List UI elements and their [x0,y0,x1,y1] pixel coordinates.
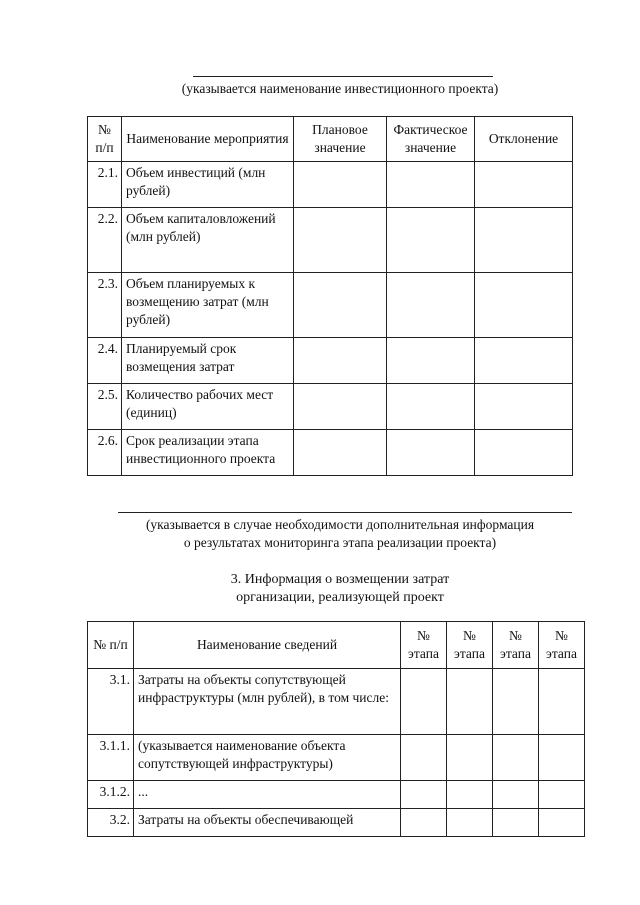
stage-cell [539,809,585,837]
col-header-info-name: Наименование сведений [134,622,401,669]
stage-cell [447,809,493,837]
row-name: Объем инвестиций (млн рублей) [122,162,294,208]
col-header-actual: Фактическое значение [387,117,475,162]
row-name: ... [134,781,401,809]
table-row [88,384,573,430]
col-header-num: № п/п [88,622,134,669]
row-name: Объем капиталовложений (млн рублей) [122,208,294,273]
row-number: 3.1.2. [88,781,134,809]
stage-cell [539,781,585,809]
col-header-stage: № этапа [401,622,447,669]
table-row [88,430,573,476]
table-row [88,338,573,384]
actual-cell [387,384,475,430]
row-name: Планируемый срок возмещения затрат [122,338,294,384]
deviation-cell [475,384,573,430]
project-name-line [193,76,493,77]
deviation-cell [475,430,573,476]
row-number: 2.2. [88,208,122,273]
table-row [88,781,585,809]
row-number: 2.6. [88,430,122,476]
table-row [88,669,585,735]
row-name: (указывается наименование объекта сопутствующей инфраструктуры) [134,735,401,781]
actual-cell [387,430,475,476]
stage-cell [447,669,493,735]
row-number: 2.1. [88,162,122,208]
stage-cell [539,669,585,735]
planned-cell [294,162,387,208]
actual-cell [387,208,475,273]
actual-cell [387,338,475,384]
table-row [88,162,573,208]
stage-cell [401,669,447,735]
row-number: 3.2. [88,809,134,837]
deviation-cell [475,162,573,208]
col-header-num: № п/п [88,117,122,162]
planned-cell [294,384,387,430]
col-header-stage: № этапа [447,622,493,669]
planned-cell [294,208,387,273]
row-name: Срок реализации этапа инвестиционного проекта [122,430,294,476]
stage-cell [493,669,539,735]
planned-cell [294,338,387,384]
deviation-cell [475,208,573,273]
actual-cell [387,273,475,338]
stage-cell [493,735,539,781]
stage-cell [401,809,447,837]
table-row [88,208,573,273]
planned-cell [294,273,387,338]
project-name-caption: (указывается наименование инвестиционного проекта) [181,81,499,96]
col-header-planned: Плановое значение [294,117,387,162]
monitoring-table [87,116,573,476]
col-header-deviation: Отклонение [475,117,573,162]
section-3-title [140,571,540,607]
deviation-cell [475,338,573,384]
col-header-activity: Наименование мероприятия [122,117,294,162]
row-number: 2.4. [88,338,122,384]
additional-info-caption [100,516,580,552]
stage-cell [401,781,447,809]
planned-cell [294,430,387,476]
stage-cell [539,735,585,781]
cost-reimbursement-table [87,621,585,837]
row-name: Затраты на объекты сопутствующей инфраструктуры (млн рублей), в том числе: [134,669,401,735]
additional-info-caption-line-1: (указывается в случае необходимости дополнительная информация [145,517,535,532]
deviation-cell [475,273,573,338]
row-number: 2.3. [88,273,122,338]
additional-info-line [118,512,572,513]
section-3-title-line-1: 3. Информация о возмещении затрат [230,572,450,587]
row-name: Объем планируемых к возмещению затрат (млн рублей) [122,273,294,338]
stage-cell [493,781,539,809]
stage-cell [447,735,493,781]
row-name: Затраты на объекты обеспечивающей [134,809,401,837]
col-header-stage: № этапа [493,622,539,669]
row-number: 3.1.1. [88,735,134,781]
row-number: 2.5. [88,384,122,430]
section-3-title-line-2: организации, реализующей проект [236,590,444,605]
table-row [88,735,585,781]
table-row [88,273,573,338]
actual-cell [387,162,475,208]
additional-info-caption-line-2: о результатах мониторинга этапа реализации проекта) [183,535,497,550]
table-row [88,809,585,837]
stage-cell [493,809,539,837]
col-header-stage: № этапа [539,622,585,669]
stage-cell [401,735,447,781]
stage-cell [447,781,493,809]
row-number: 3.1. [88,669,134,735]
row-name: Количество рабочих мест (единиц) [122,384,294,430]
